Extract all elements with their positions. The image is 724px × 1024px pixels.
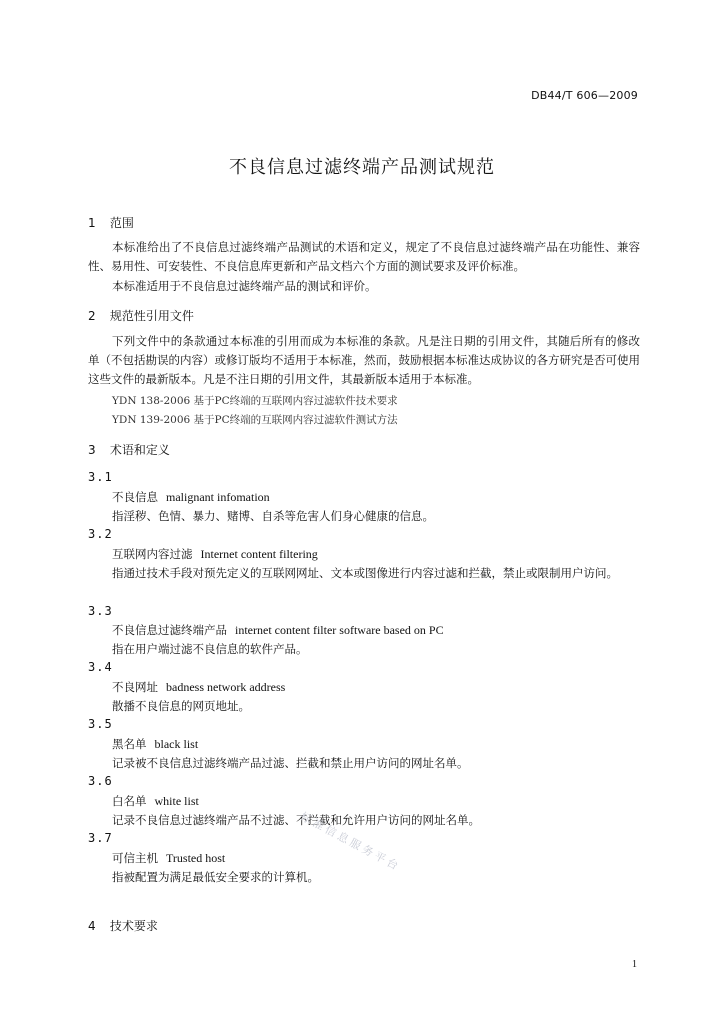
term-zh: 白名单 [112,794,147,808]
section-number: 1 [88,216,96,230]
term-definition: 指被配置为满足最低安全要求的计算机。 [112,870,319,884]
watermark: 标准信息服务平台 [297,809,403,874]
section-number: 4 [88,919,96,933]
term-title [112,622,444,638]
term-definition: 记录被不良信息过滤终端产品过滤、拦截和禁止用户访问的网址名单。 [112,756,469,770]
term-en: badness network address [166,680,286,694]
term-title [112,850,225,866]
term-title [112,736,198,752]
section-number: 3 [88,443,96,457]
term-en: white list [154,794,199,808]
term-en: malignant infomation [166,490,270,504]
standard-number: DB44/T 606—2009 [531,89,638,102]
section-3-heading [88,441,170,458]
term-zh: 可信主机 [112,851,158,865]
term-zh: 不良网址 [112,680,158,694]
section-1-paragraph-2: 本标准适用于不良信息过滤终端产品的测试和评价。 [112,279,377,293]
term-number: 3.4 [88,660,113,674]
term-definition: 记录不良信息过滤终端产品不过滤、不拦截和允许用户访问的网址名单。 [112,813,480,827]
term-zh: 不良信息 [112,490,158,504]
section-2-heading [88,307,194,324]
section-title: 范围 [109,216,134,230]
page-number: 1 [632,959,637,970]
term-title [112,679,285,695]
section-title: 技术要求 [109,919,158,933]
term-zh: 黑名单 [112,737,147,751]
term-number: 3.7 [88,831,113,845]
term-definition: 指淫秽、色情、暴力、赌博、自杀等危害人们身心健康的信息。 [112,509,434,523]
term-en: Internet content filtering [200,547,318,561]
term-number: 3.3 [88,604,113,618]
term-definition: 散播不良信息的网页地址。 [112,699,250,713]
term-definition: 指通过技术手段对预先定义的互联网网址、文本或图像进行内容过滤和拦截，禁止或限制用户访问。 [112,566,618,580]
term-en: internet content filter software based on PC [235,623,444,637]
term-en: black list [154,737,199,751]
term-number: 3.5 [88,717,113,731]
term-number: 3.6 [88,774,113,788]
section-title: 规范性引用文件 [109,309,194,323]
term-zh: 不良信息过滤终端产品 [112,623,227,637]
term-definition: 指在用户端过滤不良信息的软件产品。 [112,642,308,656]
section-1-paragraph-1: 本标准给出了不良信息过滤终端产品测试的术语和定义，规定了不良信息过滤终端产品在功能性、兼容性、易用性、可安装性、不良信息库更新和产品文档六个方面的测试要求及评价标准。 [88,240,640,273]
reference-item: YDN 139-2006 基于PC终端的互联网内容过滤软件测试方法 [112,414,398,426]
term-title [112,793,199,809]
term-en: Trusted host [166,851,226,865]
reference-item: YDN 138-2006 基于PC终端的互联网内容过滤软件技术要求 [112,395,398,407]
term-title [112,489,270,505]
section-title: 术语和定义 [109,443,170,457]
term-zh: 互联网内容过滤 [112,547,193,561]
section-4-heading [88,917,158,934]
term-number: 3.2 [88,527,113,541]
document-title: 不良信息过滤终端产品测试规范 [229,157,495,178]
term-title [112,546,318,562]
term-number: 3.1 [88,470,113,484]
section-2-paragraph: 下列文件中的条款通过本标准的引用而成为本标准的条款。凡是注日期的引用文件，其随后所有的修改单（不包括勘误的内容）或修订版均不适用于本标准，然而，鼓励根据本标准达成协议的各方研究是否可使用这些文件的最新版本。凡是不注日期的引用文件，其最新版本适用于本标准。 [88,334,640,386]
section-number: 2 [88,309,96,323]
section-1-heading [88,214,134,231]
